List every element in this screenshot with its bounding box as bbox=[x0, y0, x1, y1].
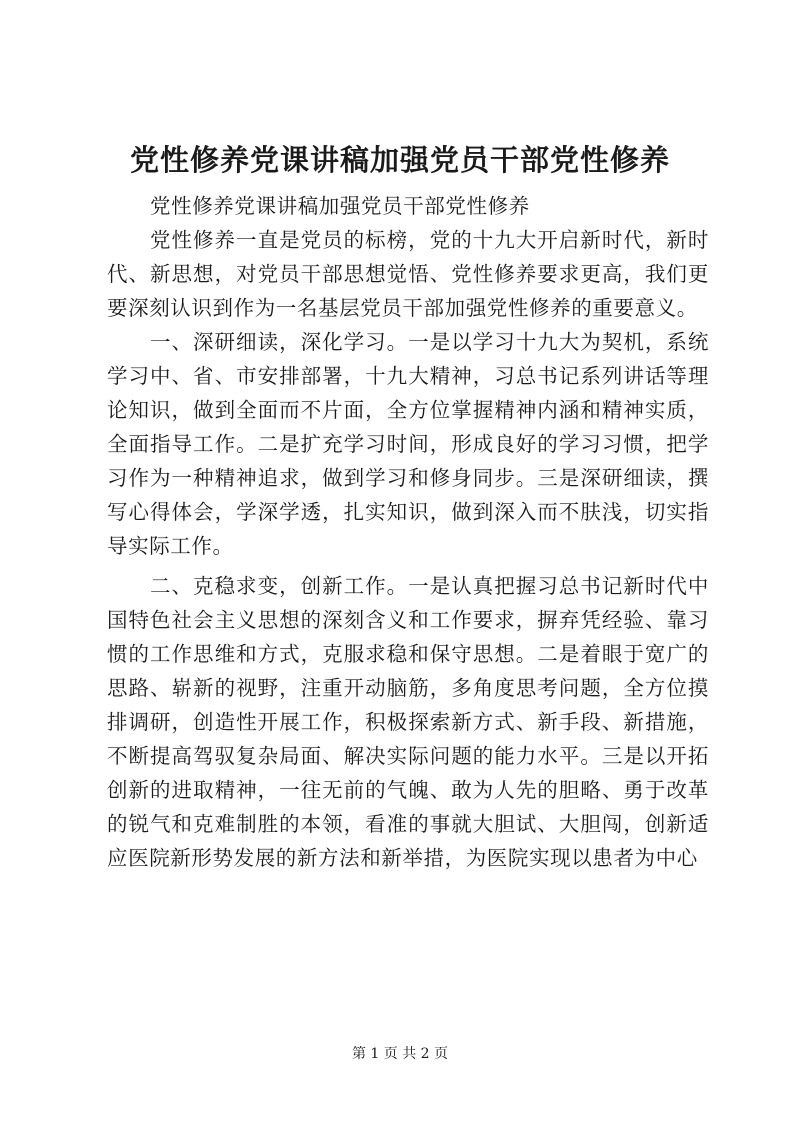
paragraph-intro: 党性修养一直是党员的标榜，党的十九大开启新时代，新时代、新思想，对党员干部思想觉悟、党性修养要求更高，我们更要深刻认识到作为一名基层党员干部加强党性修养的重要意义。 bbox=[107, 228, 709, 320]
document-body bbox=[107, 189, 709, 875]
page-footer: 第 1 页 共 2 页 bbox=[351, 1046, 449, 1062]
paragraph-section-one: 一、深研细读，深化学习。一是以学习十九大为契机，系统学习中、省、市安排部署，十九大精神，习总书记系列讲话等理论知识，做到全面而不片面，全方位掌握精神内涵和精神实质，全面指导工作。二是扩充学习时间，形成良好的学习习惯，把学习作为一种精神追求，做到学习和修身同步。三是深研细读，撰写心得体会，学深学透，扎实知识，做到深入而不肤浅，切实指导实际工作。 bbox=[107, 330, 709, 558]
paragraph-section-two: 二、克稳求变，创新工作。一是认真把握习总书记新时代中国特色社会主义思想的深刻含义和工作要求，摒弃凭经验、靠习惯的工作思维和方式，克服求稳和保守思想。二是着眼于宽广的思路、崭新的视野，注重开动脑筋，多角度思考问题，全方位摸排调研，创造性开展工作，积极探索新方式、新手段、新措施，不断提高驾驭复杂局面、解决实际问题的能力水平。三是以开拓创新的进取精神，一往无前的气魄、敢为人先的胆略、勇于改革的锐气和克难制胜的本领，看准的事就大胆试、大胆闯，创新适应医院新形势发展的新方法和新举措，为医院实现以患者为中心 bbox=[107, 574, 709, 870]
paragraph-subtitle: 党性修养党课讲稿加强党员干部党性修养 bbox=[150, 194, 530, 218]
document-title: 党性修养党课讲稿加强党员干部党性修养 bbox=[129, 143, 670, 177]
